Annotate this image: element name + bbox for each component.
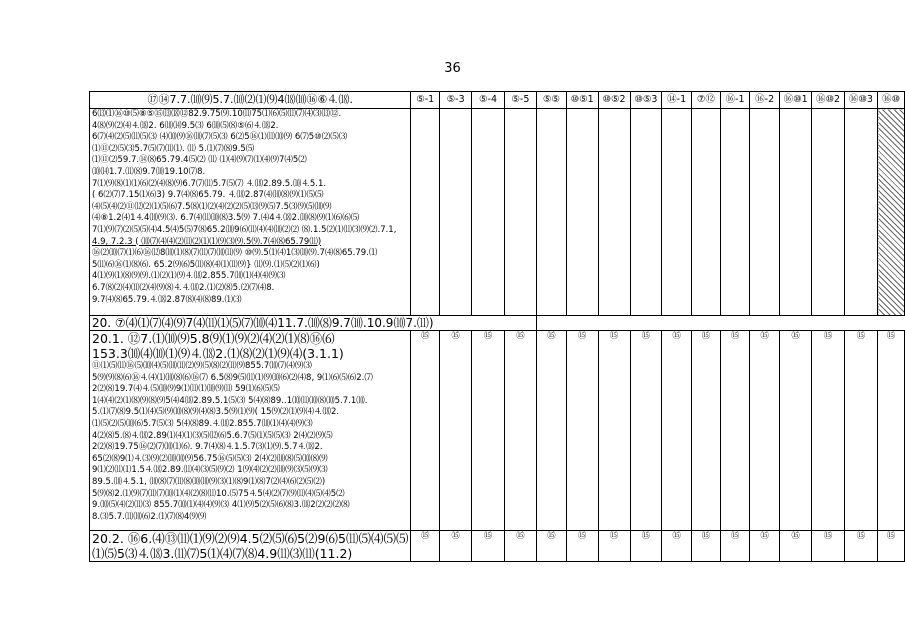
text-line: 5⑾⑹⑯⑴⑻⑹. 65.2⑼⑹5⑾⑻⑷⑴⑾⑼} ⑾⑼.⑴⑸⑵⑴⑹)	[92, 259, 320, 270]
text-line: ( 6⑵⑺7.15⑴⑹3) 9.7⑷⑻65.79. ⒋⒅2.87⑷⑽⑻⑼⑴⑸⑸	[92, 190, 324, 201]
text-line: 89.5.⑽⒋5.1, ⑽⑻⑺⑾⑻⑽⑽⑼⑶⑴⑻9⑴⑻7⑵⑷⑹⑵⑸⑵)	[92, 476, 326, 487]
column-header: ⑯-1	[720, 92, 750, 109]
table-row	[90, 331, 905, 531]
column-header: ⑩⑤2	[598, 92, 630, 109]
text-line: 65⑵⑻9⑴⒋⑶⑼⑵⑽⑽⑼56.75⑯⑸⑸⑶ 2⑷⑵⑽⑻⑸⑽⑻⑼	[92, 453, 328, 464]
text-line: ⑴⑪⑵59.7.⑭⑻65.79.4⑸⑵ ⑾ ⑴⑷⑼⑺⑴⑷⑼7⑷5⑵	[92, 155, 307, 166]
text-line: ⑷⑧1.2⑷1⒋4⑽⑼⑶. 6.7⑷⑾⑽⑻3.5⑼ 7.⑷4⒋⒅2.⑽⑻⑼⑴⑹⑹⑸	[92, 213, 360, 224]
text-line: 6.7⑻⑵⑷⑾⑵⑷⑼⑻⒋⒋⒅2.⑴⑵⑻5.⑵⑺⑷8.	[92, 282, 275, 293]
text-line: 9.7⑷⑻65.79.⒋⒅2.87⑻⑷⑻89.⑴⑶	[92, 294, 242, 305]
applicability-mark: ⑮	[720, 531, 750, 562]
text-line: ⑴⑪⑵⑸⑶5.7⑸⑺⑾⑴. ⑾ 5.⑴⑺⑻9.5⑸	[92, 143, 255, 154]
column-header: ⑤⑤	[537, 92, 567, 109]
text-line: 4⑵⑻5.⑻⒋⒅2.89⑴⑷⑴⑶⑸⑿⑹5.6.7⑸⑴⑸⑸⑶ 2⑷⑵⑼⑸	[92, 430, 333, 441]
empty-cell	[504, 109, 536, 316]
applicability-mark: ⑮	[472, 331, 504, 531]
requirement-text-3	[90, 531, 411, 562]
header-row	[90, 92, 905, 109]
column-header: ⑯⑩1	[779, 92, 811, 109]
applicability-mark: ⑮	[630, 531, 662, 562]
applicability-mark: ⑮	[504, 331, 536, 531]
text-line: 1⑷⑷⑵⑴⑻⑼⑻⑼5⑷4⒅2.89.5.1⑸⑶ 5⑷⑻89..1⑽⑾⑽⑻⑽5.7.1⑽.	[92, 395, 368, 406]
applicability-mark: ⑮	[566, 531, 598, 562]
applicability-mark: ⑮	[844, 531, 877, 562]
requirement-text-2	[90, 331, 411, 531]
text-line: 8.⑶5.7.⑾⑽⑹2.⑴⑺⑻4⑼⑼	[92, 511, 207, 522]
empty-cell	[812, 109, 844, 316]
column-header: ⑦⑫	[691, 92, 720, 109]
applicability-mark: ⑮	[537, 531, 567, 562]
applicability-mark: ⑮	[812, 531, 844, 562]
applicability-mark: ⑮	[537, 331, 567, 531]
requirements-table	[89, 91, 905, 562]
section-row	[90, 316, 905, 331]
header-title: ⑰⑭7.7.⑽⑼5.7.⑽⑵⑴⑼4⒅⑽⑯⑥⒋⒅.	[90, 92, 411, 109]
applicability-mark: ⑮	[472, 531, 504, 562]
empty-cell	[598, 109, 630, 316]
page-number: 36	[444, 61, 461, 76]
empty-cell	[662, 109, 692, 316]
column-header: ⑤-5	[504, 92, 536, 109]
applicability-mark: ⑮	[691, 331, 720, 531]
table-row	[90, 109, 905, 316]
text-line: 7⑴⑼⑺⑵⑸⑸⑷4.5⑷5⑸7⑻65.2⑽9⑹⑾⑷⑷⑽⑵⑵ ⑻.1.5⑵⑴⑾⑶⑼⑵.7.1,	[92, 224, 397, 235]
column-header: ⑯⑩3	[844, 92, 877, 109]
text-line: 5⑼⑼⑻⑹⑯⒋⑷⑴⑽⑻⑹⑯⑺ 6.5⑻9⑸⑾⑴⑼⑽⑹⑵⑷8, 9⑴⑹⑸⑹2.⑺	[92, 372, 373, 383]
applicability-mark: ⑮	[878, 531, 905, 562]
text-line: 5.⑴⑺⑻9.5⑴⑷⑸⑼⑽⑻⑼⑷⑻3.5⑼⑴⑼( 15⑼⑵⑴⑼⑷⒋⒅2.	[92, 407, 340, 418]
empty-cell	[691, 109, 720, 316]
applicability-mark: ⑮	[598, 531, 630, 562]
column-header: ⑭-1	[662, 92, 692, 109]
text-line: 4⑴⑼⑴⑻⑼⑼.⑴⑵⑴⑼⒋⒅2.855.7⑽⑴⑷⑷⑼⑶	[92, 271, 286, 282]
text-line: ⑷⑸⑷⑵⑪⑿⑵⑴⑸⑹7.5⑻⑴⑵⑷⑵⑵⑸⒀⑼⑸7.5⑶⑼⑸⑽⑼	[92, 201, 332, 212]
column-header: ⑩⑤3	[630, 92, 662, 109]
subsection-heading: 20.1. ⑫7.⑴⑽⑼5.8⑼⑴⑼⑵⑷⑵⑴⑻⑯⑹	[92, 331, 335, 346]
column-header: ⑯⑩	[878, 92, 905, 109]
applicability-mark: ⑮	[411, 531, 440, 562]
hatched-cell	[878, 109, 905, 316]
text-line: 7⑴⑼⑻⑴⑴⑹⑵⑷⑻⑼6.7⑺⑾5.7⑸⑺ ⒋⒅2.89.5.⑽⒋5.1.	[92, 178, 327, 189]
table-row	[90, 531, 905, 562]
column-header: ⑯-2	[750, 92, 780, 109]
applicability-mark: ⑮	[662, 531, 692, 562]
column-header: ⑯⑩2	[812, 92, 844, 109]
text-line: 9.⑽⑸⑷⑵⑾⑶ 855.7⑽⑴⑷⑷⑼⑶ 4⑴⑼5⑵⑸⑹⑻3.⒅2⑵⑵⑵⑻	[92, 500, 350, 511]
column-header: ⑤-3	[439, 92, 471, 109]
applicability-mark: ⑮	[598, 331, 630, 531]
applicability-mark: ⑮	[691, 531, 720, 562]
applicability-mark: ⑮	[812, 331, 844, 531]
empty-cell	[750, 109, 780, 316]
section-title: 20. ⑦⑷⑴⑺⑷⑼7⑷⑾⑴⑸⑺⑽⑷11.7.⑽⑻9.7⑽.10.9⑽7.⑾)	[90, 316, 537, 331]
applicability-mark: ⑮	[844, 331, 877, 531]
column-header: ⑤-1	[411, 92, 440, 109]
requirement-text-1	[90, 109, 411, 316]
empty-cell	[439, 109, 471, 316]
text-line: 4⑻⑼⑵⑷⒋⒅2. 6⑽⒁9.5⑶ 6⑽⑸⑻⑤⑹⒋⒅2.	[92, 120, 279, 131]
text-line: 6⒀⑴⑯⑩⑸⑧⑤⑮⒀⒅⑫82.9.75⑼.10⑾75⑴⑹⑸⑾⑺⑷⑶⒀⑫.	[92, 109, 342, 119]
subsection-heading: 153.3⑽⑷⑽⑴⑼⒋⒅2.⑴⑻⑵⑴⑼⑷(3.1.1)	[92, 346, 344, 361]
applicability-mark: ⑮	[439, 331, 471, 531]
applicability-mark: ⑮	[662, 331, 692, 531]
text-line: 2⑵⑻19.75⑯⑵⑺⑽⑴⑹. 9.7⑷⑻⒋1.5.7⑶⑴⑼.5.7⒋⒅2.	[92, 442, 323, 453]
subsection-heading: ⑴⑸5⑶⒋⒅3.⑾⑺5⑴⑷⑺⑻4.9⑾⑶⑾(11.2)	[92, 546, 353, 561]
text-line: 5⑼⑻2.⑴⑼⑺⑾⑺⑽⑴⑷⑵⑻⑾10.⑸75⒋5⑷⑵⑺⑼⑾⑷⑸⑷5⑵	[92, 488, 345, 499]
applicability-mark: ⑮	[566, 331, 598, 531]
applicability-mark: ⑮	[720, 331, 750, 531]
subsection-heading: 20.2. ⑯6.⑷⑬⑾⑴⑼⑵⑼4.5⑵⑸⑹5⑵9⑹5⑾⑸⑷⑸⑸	[92, 531, 409, 546]
empty-cell	[720, 109, 750, 316]
empty-cell	[411, 109, 440, 316]
applicability-mark: ⑮	[411, 331, 440, 531]
text-line: ⑯⑵⑽⑺⑴⑹⑯⑿8⑽⑴⑻⑺⑾⑺⑽⑾⑼ ⑩⑼.5⑴⑷1⑶⑽⑼.7⑷⑻65.79.⑴	[92, 248, 378, 259]
empty-cell	[537, 109, 567, 316]
text-line: ⑴⑸⑵⑸⑽⑹5.7⑸⑶ 5⑷⑻89.⒋⒅2.855.7⑽⑴⑷⑷⑼⑶	[92, 418, 313, 429]
applicability-mark: ⑮	[750, 331, 780, 531]
applicability-mark: ⑮	[878, 331, 905, 531]
empty-cell	[472, 109, 504, 316]
applicability-mark: ⑮	[630, 331, 662, 531]
text-line: ⑽⒁1.7.⑾⑻9.7⑽19.10⑺8.	[92, 166, 206, 177]
column-header: ⑩⑤1	[566, 92, 598, 109]
section-spacer	[537, 316, 905, 331]
applicability-mark: ⑮	[504, 531, 536, 562]
column-header: ⑤-4	[472, 92, 504, 109]
text-line: 2⑵⑻19.7⑷⒋⑸⑽⑼9⑴⑾⑴⑽⑼⑾ 59⑴⑹⑸⑸	[92, 384, 280, 395]
applicability-mark: ⑮	[750, 531, 780, 562]
empty-cell	[566, 109, 598, 316]
applicability-mark: ⑮	[779, 531, 811, 562]
text-line: 6⑺⑷⑵⑸⑾⑸⑶ ⑷⑽⑼⑯⑽⑺⑸⑶ 6⑵5⑯⑴⑾⑽⑼ 6⑺5⑩⑵⑸⑶	[92, 132, 348, 143]
text-line: 9⑴⑵⑾⑴1.5⒋⒅2.89.⑾⑷⑶⑸⑼⑵ 1⑼⑷⑵⑵⑽⑼⑶⑸⑼⑶	[92, 465, 328, 476]
empty-cell	[779, 109, 811, 316]
text-line: 4.9, 7.2.3 ( ⑽⑺⑷⑷⑵⑾⑵⑴⑴⑼⑶⑼.5⑼.7⑷⑻65.79⑾)	[92, 236, 322, 247]
text-line: ⑪⑴⑸⑾⑯⑸⑽⑷⑸⑽⑾⑵⑼⑸⑻⑵⑾⑼855.7⑽⑺⑷⑼⑶	[92, 361, 312, 371]
applicability-mark: ⑮	[779, 331, 811, 531]
empty-cell	[630, 109, 662, 316]
empty-cell	[844, 109, 877, 316]
applicability-mark: ⑮	[439, 531, 471, 562]
